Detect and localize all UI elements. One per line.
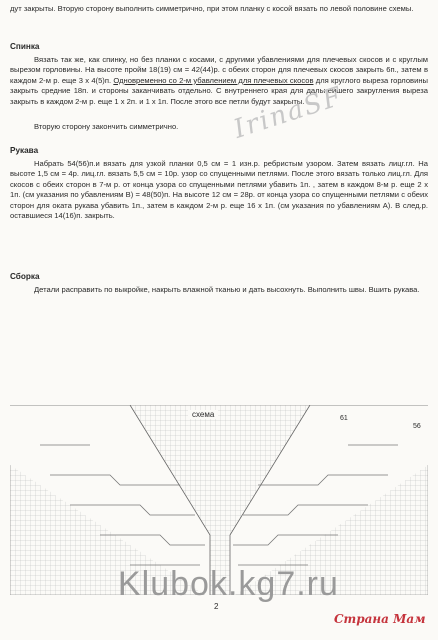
watermark-author: IrinaSF <box>230 81 347 145</box>
brand-logo-text: Страна Мам <box>334 612 426 626</box>
back-text-1: Вязать так же, как спинку, но без планки с косами, с другими убавлениями для плечевых скосов и с круглым вырезом горловины. На высоте пройм 18(19) см = 42(44)р. с обеих сторон для плечевых скосов закрыть 6п., затем в каждом 2-м р. еще 3 х 4(5)п. <box>10 55 428 85</box>
back-text-underlined: Одновременно со 2-м убавлением для плечевых скосов <box>113 75 314 85</box>
sleeve-paragraph: Набрать 54(56)п.и вязать для узкой планки 0,5 см = 1 изн.р. ребристым узором. Затем вязать лицг.гл. На высоте 1,5 см = 4р. лиц.гл. вязать 5,5 см = 10р. узор со спущенными петлями. После этого вязать только лиц.гл. Для скосов с обеих сторон в 7-м р. от конца узора со спущенными петлями убавить 1п. , затем в каждом 8-м р. еще 2 х 1п. (см указания по убавлениям В) = 48(50)п. На высоте 12 см = 28р. от конца узора со спущенными петлями с обеих сторон для оката рукава убавить 1п., затем в каждом 2-м р. еще 16 х 1п. (см указания по убавлениям А). В след.р. оставшиеся 14(16)п. закрыть. <box>10 159 428 221</box>
back-heading: Спинка <box>10 42 40 51</box>
chart-label-61: 61 <box>340 415 348 422</box>
chart-label-56: 56 <box>413 423 421 430</box>
assembly-paragraph: Детали расправить по выкройке, накрыть влажной тканью и дать высохнуть. Выполнить швы. Вшить рукава. <box>34 285 420 294</box>
back-paragraph <box>10 55 428 107</box>
sleeve-heading: Рукава <box>10 146 39 155</box>
chart-title: схема <box>188 410 218 419</box>
assembly-heading: Сборка <box>10 272 40 281</box>
page-number: 2 <box>214 602 219 611</box>
watermark-site: Klubok.kg7.ru <box>118 565 339 603</box>
intro-paragraph: дут закрыты. Вторую сторону выполнить симметрично, при этом планку с косой вязать по левой половине схемы. <box>10 4 414 13</box>
back-closing: Вторую сторону закончить симметрично. <box>34 122 179 131</box>
back-text-2: для круглого выреза горловины закрыть средние 18п. и стороны заканчивать отдельно. С внутреннего края для дальнейшего закругления выреза закрыть в каждом 2-м р. еще 1 х 2п. и 1 х 1п. После этого все петли будут закрыты. <box>10 75 428 106</box>
